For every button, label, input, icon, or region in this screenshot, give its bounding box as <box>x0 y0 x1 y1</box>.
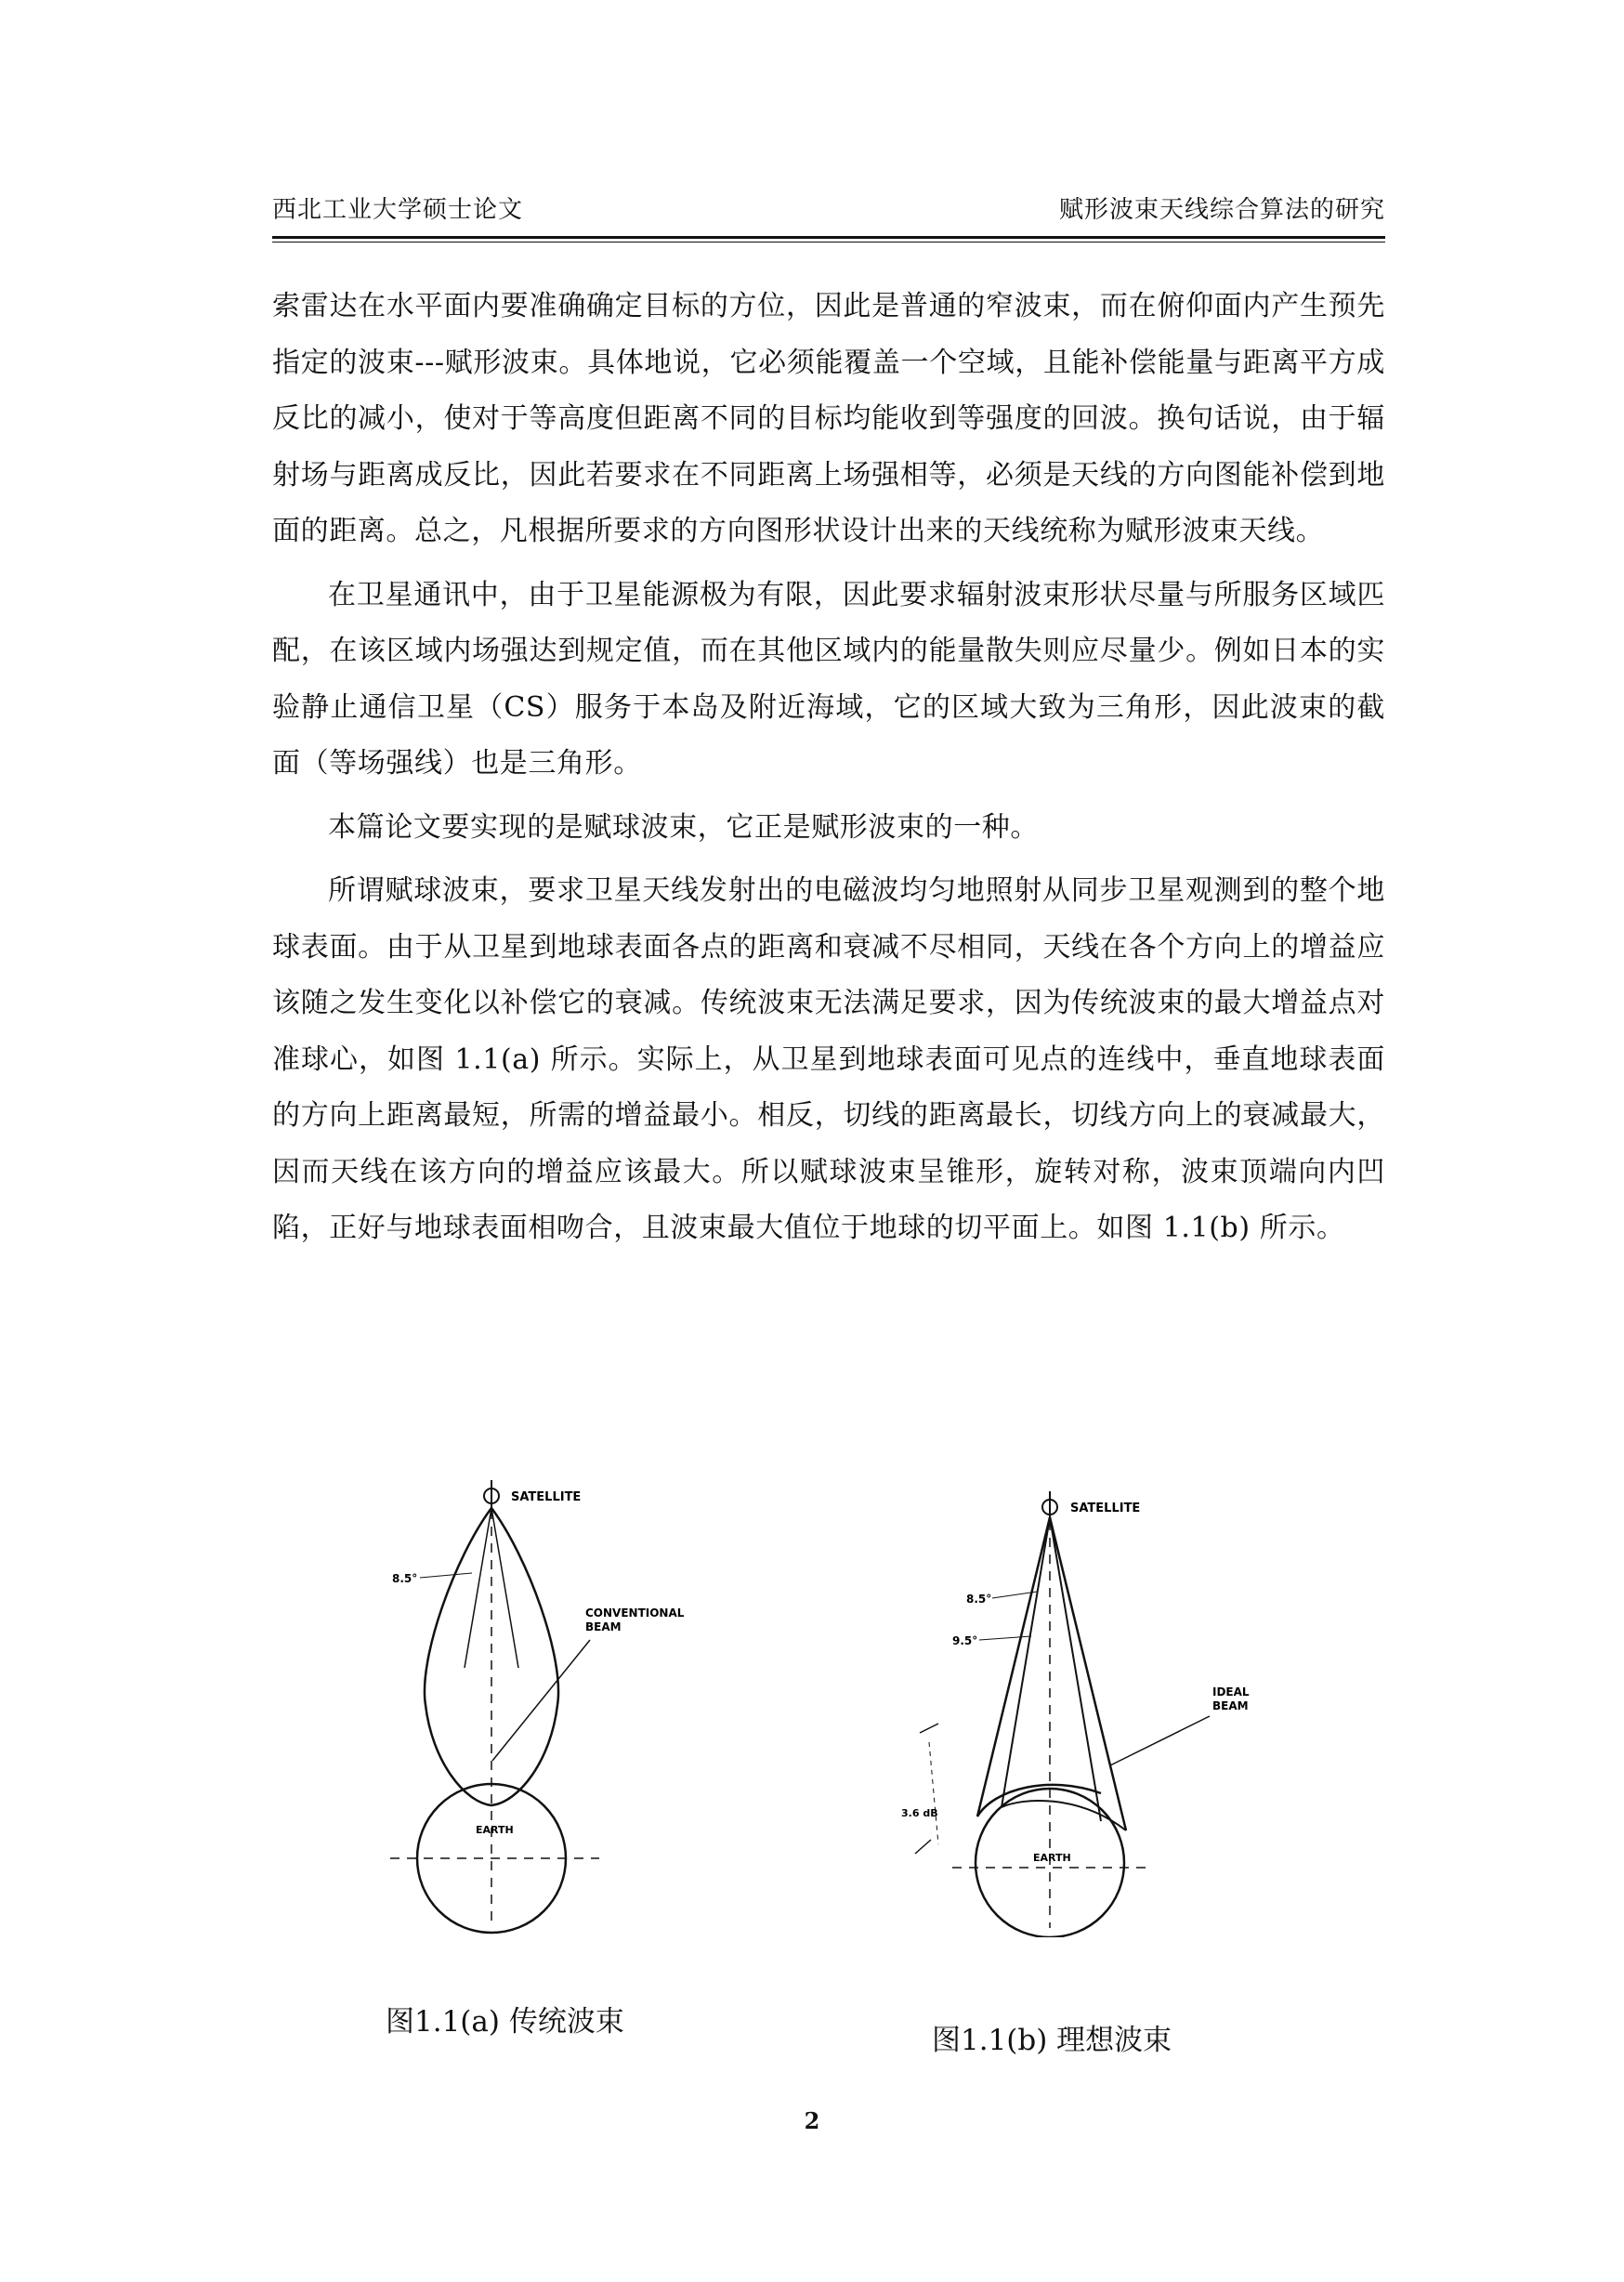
earth-label: EARTH <box>1033 1852 1071 1864</box>
angle-label: 8.5° <box>392 1572 418 1585</box>
satellite-label: SATELLITE <box>511 1490 582 1504</box>
beam-label-line1: IDEAL <box>1212 1685 1250 1698</box>
figure-b-caption: 图1.1(b) 理想波束 <box>932 2024 1172 2057</box>
paragraph-4: 所谓赋球波束，要求卫星天线发射出的电磁波均匀地照射从同步卫星观测到的整个地球表面。由于从卫星到地球表面各点的距离和衰减不尽相同，天线在各个方向上的增益应该随之发生变化以补偿它的衰减。传统波束无法满足要求，因为传统波束的最大增益点对准球心，如图 1.1(a) 所示。实际上，从卫星到地球表面可见点的连线中，垂直地球表面的方向上距离最短，所需的增益最小。相反，切线的距离最长，切线方向上的衰减最大，因而天线在该方向的增益应该最大。所以赋球波束呈锥形，旋转对称，波束顶端向内凹陷，正好与地球表面相吻合，且波束最大值位于地球的切平面上。如图 1.1(b) 所示。 <box>272 874 1385 1244</box>
beam-label-line2: BEAM <box>1212 1699 1249 1712</box>
header-thesis-title: 赋形波束天线综合算法的研究 <box>1058 196 1385 224</box>
body-text <box>272 279 1385 1257</box>
figure-a-caption: 图1.1(a) 传统波束 <box>386 2005 624 2039</box>
paragraph-2: 在卫星通讯中，由于卫星能源极为有限，因此要求辐射波束形状尽量与所服务区域匹配，在该区域内场强达到规定值，而在其他区域内的能量散失则应尽量少。例如日本的实验静止通信卫星（CS）服务于本岛及附近海域，它的区域大致为三角形，因此波束的截面（等场强线）也是三角形。 <box>272 578 1385 780</box>
figure-ideal-beam <box>864 1473 1310 1937</box>
angle-label-2: 9.5° <box>952 1634 978 1647</box>
angle-label-1: 8.5° <box>966 1593 992 1606</box>
beam-label-line2: BEAM <box>585 1620 622 1633</box>
beam-label-line1: CONVENTIONAL <box>585 1607 685 1620</box>
paragraph-3: 本篇论文要实现的是赋球波束，它正是赋形波束的一种。 <box>328 810 1039 844</box>
page-number: 2 <box>804 2107 820 2134</box>
paragraph-1: 索雷达在水平面内要准确确定目标的方位，因此是普通的窄波束，而在俯仰面内产生预先指定的波束---赋形波束。具体地说，它必须能覆盖一个空域，且能补偿能量与距离平方成反比的减小，使对于等高度但距离不同的目标均能收到等强度的回波。换句话说，由于辐射场与距离成反比，因此若要求在不同距离上场强相等，必须是天线的方向图能补偿到地面的距离。总之，凡根据所要求的方向图形状设计出来的天线统称为赋形波束天线。 <box>272 290 1385 547</box>
header-thesis-school: 西北工业大学硕士论文 <box>272 196 524 224</box>
figure-conventional-beam <box>353 1473 743 1937</box>
page-header <box>272 190 1385 233</box>
header-rule <box>272 236 1385 243</box>
satellite-label: SATELLITE <box>1070 1502 1141 1515</box>
db-label: 3.6 dB <box>901 1807 938 1819</box>
earth-label: EARTH <box>476 1824 514 1836</box>
